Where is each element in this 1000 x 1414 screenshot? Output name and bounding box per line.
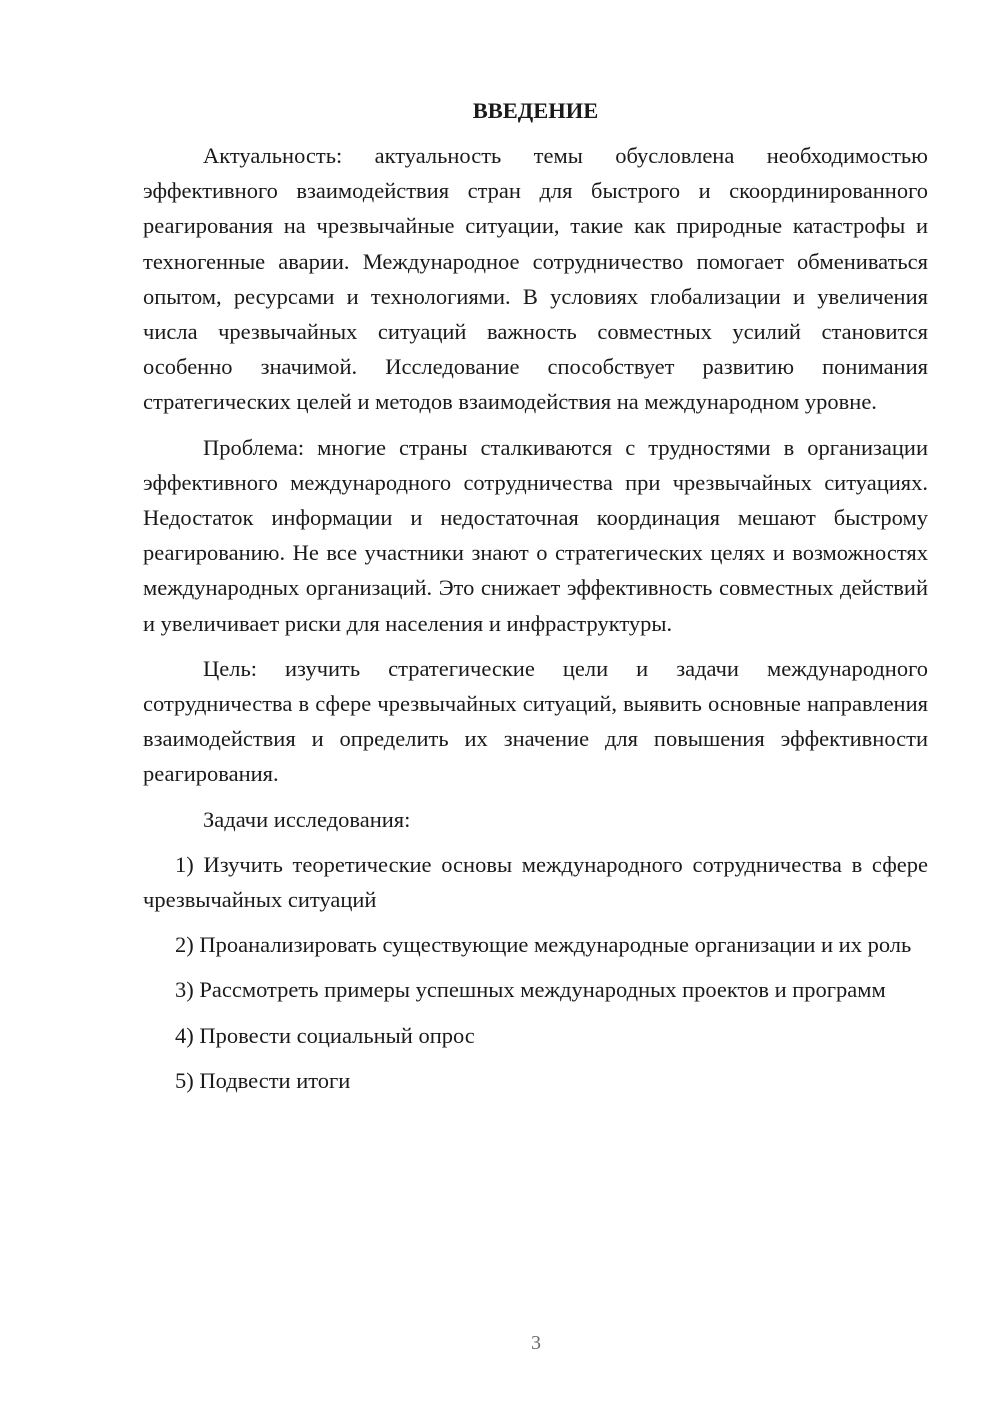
task-item: 5) Подвести итоги: [175, 1067, 351, 1093]
paragraph-goal: Цель: изучить стратегические цели и задачи международного сотрудничества в сфере чрезвычайных ситуаций, выявить основные направления взаимодействия и определить их значение для повышения эффективности реагирования.: [143, 655, 928, 787]
tasks-heading: Задачи исследования:: [203, 806, 411, 832]
document-title: ВВЕДЕНИЕ: [472, 98, 599, 123]
paragraph-relevance: Актуальность: актуальность темы обусловлена необходимостью эффективного взаимодействия стран для быстрого и скоординированного реагирования на чрезвычайные ситуации, такие как природные катастрофы и техногенные аварии. Международное сотрудничество помогает обмениваться опытом, ресурсами и технологиями. В условиях глобализации и увеличения числа чрезвычайных ситуаций важность совместных усилий становится особенно значимой. Исследование способствует развитию понимания стратегических целей и методов взаимодействия на международном уровне.: [143, 143, 928, 415]
document-page: [143, 92, 928, 1108]
task-item: 2) Проанализировать существующие международные организации и их роль: [175, 932, 912, 958]
task-item: 3) Рассмотреть примеры успешных международных проектов и программ: [175, 977, 886, 1003]
task-item: 4) Провести социальный опрос: [175, 1022, 475, 1048]
page-number: 3: [531, 1332, 541, 1354]
task-item: 1) Изучить теоретические основы международного сотрудничества в сфере чрезвычайных ситуаций: [143, 851, 928, 913]
paragraph-problem: Проблема: многие страны сталкиваются с трудностями в организации эффективного международного сотрудничества при чрезвычайных ситуациях. Недостаток информации и недостаточная координация мешают быстрому реагированию. Не все участники знают о стратегических целях и возможностях международных организаций. Это снижает эффективность совместных действий и увеличивает риски для населения и инфраструктуры.: [143, 434, 928, 636]
